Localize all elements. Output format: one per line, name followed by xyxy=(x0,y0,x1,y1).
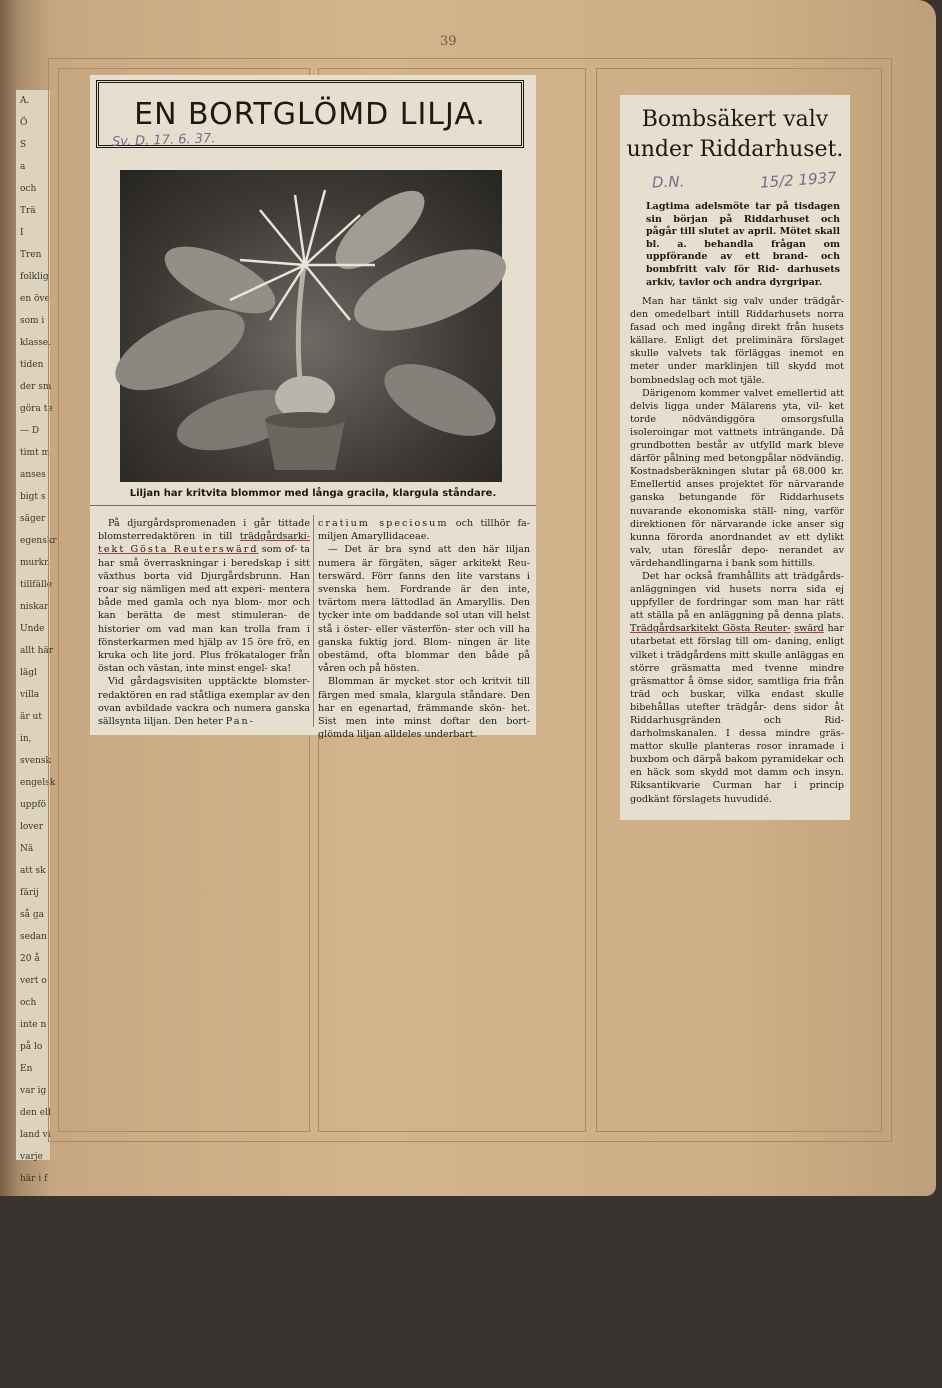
article-body xyxy=(630,295,844,806)
paragraph xyxy=(318,517,530,543)
fragment-line: vår ko xyxy=(20,1262,49,1272)
fragment-line: göra te xyxy=(20,404,53,414)
article-column-right xyxy=(318,517,530,741)
fragment-line: uppfö xyxy=(20,800,47,810)
paragraph xyxy=(98,517,310,675)
handwritten-date: 15/2 1937 xyxy=(759,168,838,192)
fragment-line: och xyxy=(20,184,37,194)
fragment-line: är ut xyxy=(20,712,42,722)
fragment-line: här i f xyxy=(20,1174,48,1184)
text-run: Vid gårdagsvisiten upptäckte blomster- redaktören en rad ståtliga exemplar av den ovan avbildade vackra och numera ganska sällsynta liljan. Den heter xyxy=(98,676,310,728)
spaced-text: Pan- xyxy=(225,716,255,728)
underlined-name: tekt Gösta Reuterswärd xyxy=(98,544,259,556)
fragment-line: sedan xyxy=(20,932,47,942)
fragment-line: engelsk xyxy=(20,778,56,788)
fragment-line: folklig xyxy=(20,272,49,282)
fragment-line: som i xyxy=(20,316,45,326)
fragment-line: på lo xyxy=(20,1042,43,1052)
text-run: som of- ta har små överraskningar i beredskap i sitt växthus borta vid Djurgårdsbrunn. Han roar sig nämligen med att experi- mentera både med gamla och nya blom- mor och kan berätta de mest stimuleran- de historier om vad man kan trolla fram i fönsterkarmen med hjälp av 15 öre frö, en kruka och lite jord. Plus frökataloger från östan och västan, inte minst engel- ska! xyxy=(98,544,310,675)
fragment-line: från d xyxy=(20,1240,48,1250)
vault-article-title xyxy=(624,105,846,165)
fragment-line: land vi xyxy=(20,1130,51,1140)
fragment-line: Unde xyxy=(20,624,45,634)
fragment-line: och xyxy=(20,998,37,1008)
fragment-line: så ga xyxy=(20,910,44,920)
clipping-lily-article xyxy=(90,75,536,741)
fragment-line: anses xyxy=(20,470,46,480)
fragment-line: bigt s xyxy=(20,492,46,502)
page-number: 39 xyxy=(440,34,457,49)
fragment-line: — D xyxy=(20,426,40,436)
fragment-line: timt m xyxy=(20,448,51,458)
caption-rule xyxy=(90,505,536,506)
fragment-line: a xyxy=(20,162,26,172)
fragment-line: Nä xyxy=(20,844,34,854)
fragment-line: att sk xyxy=(20,866,46,876)
fragment-line: niskar xyxy=(20,602,49,612)
paragraph xyxy=(630,570,844,806)
fragment-line: En xyxy=(20,1064,33,1074)
clipping-vault-article xyxy=(620,95,850,820)
fragment-line: mags. xyxy=(20,1306,48,1316)
fragment-line: Trä xyxy=(20,206,36,216)
title-line-1: Bombsäkert valv xyxy=(641,107,829,132)
fragment-line: var ig xyxy=(20,1086,47,1096)
text-run: har utarbetat ett förslag till om- daning, enligt vilket i trädgårdens mitt skulle anläggas en större gräsmatta med tvenne mindre gräsmattor å ömse sidor, samtliga fria från träd och buskar, vilka endast skulle bibehållas utefter trädgår- dens sidor åt Riddarhusgränden och Rid- darholmskanalen. I dessa mindre gräs- mattor skulle planteras rosor inramade i buxbom och därpå bakom pyramidekar och en häck som skydd mot damm och insyn. Riksantikvarie Curman har i princip godkänt förslagets huvudidé. xyxy=(630,623,844,805)
fragment-line: inte n xyxy=(20,1020,47,1030)
fragment-line: lilla öv xyxy=(20,1328,51,1338)
fragment-line: der sm xyxy=(20,382,52,392)
paragraph: Man har tänkt sig valv under trädgår- den omedelbart intill Riddarhusets norra fasad och med ingång direkt från husets källare. Enligt det preliminära förslaget skulle valvets tak förläggas inemot en meter under marklinjen till skydd mot bombnedslag och mot tjäle. xyxy=(630,296,844,386)
fragment-line: Ma xyxy=(20,1372,35,1382)
paragraph: Därigenom kommer valvet emellertid att delvis ligga under Mälarens yta, vil- ket torde nödvändiggöra omsorgsfulla isoleroingar mot vattnets inträngande. Då grundbotten består av utfylld mark bleve därför pålning med betongpålar nödvändig. Kostnadsberäkningen slutar på 68.000 kr. Emellertid anses projektet för närvarande ganska betungande för Riddarhusets nuvarande ekonomiska ställ- ning, varför direktionen för närvarande icke anser sig kunna förorda anordnandet av ett dylikt valv, utan föreslår depo- nerandet av värdehandlingarna i bank som hittills. xyxy=(630,387,844,569)
fragment-line: in, xyxy=(20,734,32,744)
spaced-text: cratium speciosum xyxy=(318,518,449,529)
fragment-line: säger xyxy=(20,514,46,524)
adjacent-page-fragment xyxy=(16,90,57,1382)
handwritten-source-note: Sv. D. 17. 6. 37. xyxy=(111,131,216,150)
fragment-line: svensk xyxy=(20,756,51,766)
fragment-line: den ell xyxy=(20,1108,51,1118)
underlined-name: Trädgårdsarkitekt Gösta Reuter- xyxy=(630,623,791,635)
fragment-line: tiden xyxy=(20,360,44,370)
photo-caption: Liljan har kritvita blommor med långa gracila, klargula ståndare. xyxy=(129,488,497,499)
fragment-line: den u xyxy=(20,1218,46,1228)
fragment-line: Tren xyxy=(20,250,42,260)
handwritten-source: D.N. xyxy=(651,172,685,192)
paragraph: Blomman är mycket stor och kritvit till färgen med smala, klargula ståndare. Den har en egenartad, främmande skön- het. Sist men inte minst doftar den bort- glömda liljan alldeles underbart. xyxy=(318,676,530,741)
fragment-line: färij xyxy=(20,888,39,898)
fragment-line: rekomn xyxy=(20,1284,55,1294)
fragment-line: murkn xyxy=(20,558,50,568)
fragment-line: 20 å xyxy=(20,954,40,964)
fragment-line: Ö xyxy=(20,118,28,128)
lily-photo xyxy=(120,170,502,482)
fragment-line: S xyxy=(20,140,27,150)
underlined-name: swärd xyxy=(794,623,824,635)
paragraph: — Det är bra synd att den här liljan numera är förgäten, säger arkitekt Reu- terswärd. Förr fanns den lite varstans i svenska hem. Fordrande är den inte, tvärtom mera lättodlad än Amaryllis. Den tycker inte om baddande sol utan vill helst stå i öster- eller västerfön- ster och vill ha ganska fuktig jord. Blom- ningen är lite obestämd, ofta blommar den både på våren och på hösten. xyxy=(318,544,530,675)
fragment-line: lover xyxy=(20,822,44,832)
article-column-left xyxy=(98,517,310,728)
fragment-line: klasse. xyxy=(20,338,52,348)
fragment-line: bunder xyxy=(20,1350,53,1360)
fragment-line: villa xyxy=(20,690,40,700)
text-run: Det har också framhållits att trädgårds- anläggningen vid husets norra sida ej uppfyller de fordringar som man har rätt att ställa på en anläggning på denna plats. xyxy=(630,570,844,622)
fragment-line: allt här xyxy=(20,646,54,656)
article-lead: Lagtima adelsmöte tar på tisdagen sin början på Riddarhuset och pågår till slutet av april. Mötet skall bl. a. behandla frågan om uppförande av ett brand- och bombfritt valv för Rid- darhusets arkiv, tavlor och andra dyrgripar. xyxy=(646,201,840,288)
fragment-line: I xyxy=(20,228,24,238)
fragment-line: lägl xyxy=(20,668,37,678)
fragment-line: varje xyxy=(20,1152,43,1162)
text-run: På djurgårdspromenaden i går tittade blomsterredaktören in till xyxy=(98,518,310,543)
fragment-line: en öve xyxy=(20,294,50,304)
paragraph xyxy=(98,675,310,728)
fragment-line: A. xyxy=(20,96,30,106)
lily-plant-illustration xyxy=(120,170,502,482)
fragment-line: egenskr xyxy=(20,536,57,546)
fragment-line: tillfälle xyxy=(20,580,53,590)
text-run: och tillhör fa- miljen Amaryllidaceae. xyxy=(318,518,530,543)
column-divider xyxy=(313,515,314,727)
fragment-line: Det xyxy=(20,1196,37,1206)
title-line-2: under Riddarhuset. xyxy=(626,137,844,162)
fragment-line: vert o xyxy=(20,976,47,986)
underlined-text: trädgårdsarki- xyxy=(239,531,310,543)
headline: EN BORTGLÖMD LILJA. xyxy=(134,97,486,132)
